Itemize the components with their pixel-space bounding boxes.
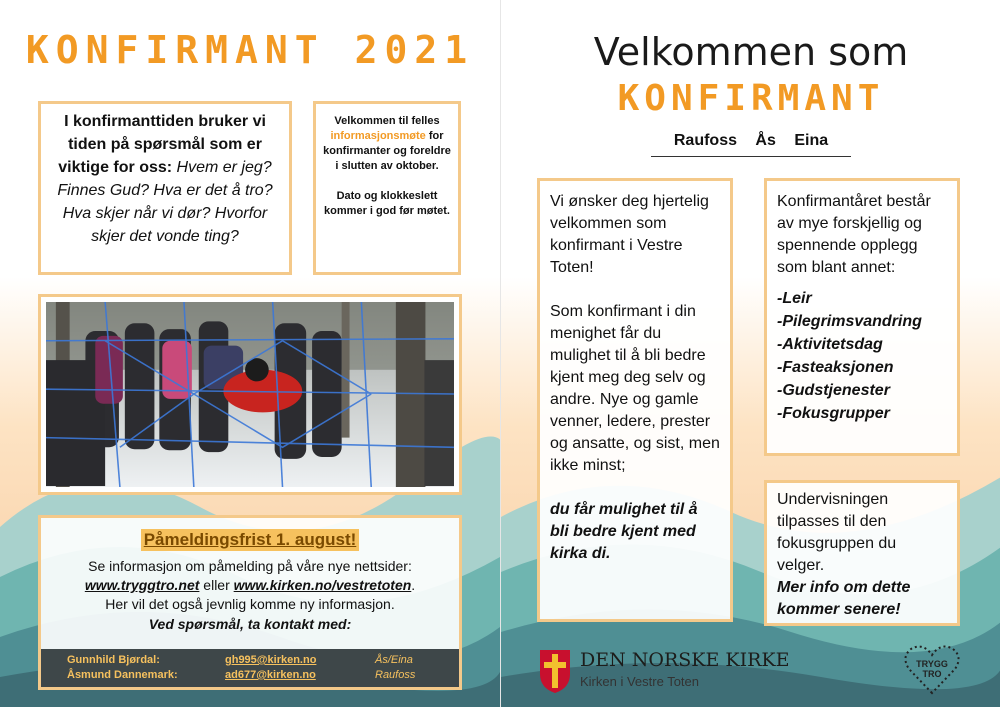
tro-text: TRO <box>922 669 942 679</box>
activities-list <box>777 287 947 425</box>
group-photo-frame <box>38 294 462 495</box>
contact-place: Ås/Eina <box>375 654 413 666</box>
contact-name: Åsmund Dannemark: <box>67 669 178 681</box>
questions-intro: I konfirmanttiden bruker vi tiden på spørsmål som er viktige for oss: <box>58 113 266 176</box>
meeting-highlight: informasjonsmøte <box>330 130 426 142</box>
questions-list: Hvem er jeg? Finnes Gud? Hva er det å tro? Hva skjer når vi dør? Hvorfor skjer det vonde ting? <box>57 159 273 245</box>
church-name: DEN NORSKE KIRKE <box>580 649 790 671</box>
signup-deadline: Påmeldingsfrist 1. august! <box>141 529 360 551</box>
list-item: -Gudstjenester <box>777 382 890 399</box>
list-item: -Fokusgrupper <box>777 405 890 422</box>
contact-name: Gunnhild Bjørdal: <box>67 654 160 666</box>
right-subtitle: KONFIRMANT <box>617 78 885 119</box>
tryggtro-logo <box>903 643 961 697</box>
church-shield-icon <box>538 648 572 694</box>
kirken-link[interactable]: www.kirken.no/vestretoten <box>233 577 412 593</box>
list-item: -Aktivitetsdag <box>777 336 883 353</box>
group-photo <box>46 302 454 487</box>
meeting-line1: Velkommen til felles <box>334 115 440 127</box>
teaching-more: Mer info om dette kommer senere! <box>777 579 911 618</box>
list-item: -Leir <box>777 290 812 307</box>
trygg-text: TRYGG <box>916 659 948 669</box>
right-title: Velkommen som <box>593 30 909 74</box>
church-subname: Kirken i Vestre Toten <box>580 674 699 689</box>
signup-text1: Se informasjon om påmelding på våre nye nettsider: <box>88 558 412 574</box>
tryggtro-heart-icon <box>903 643 961 697</box>
tryggtro-link[interactable]: www.tryggtro.net <box>84 577 200 593</box>
teaching-box <box>764 480 960 626</box>
activities-box <box>764 178 960 456</box>
welcome-box <box>537 178 733 622</box>
list-item: -Pilegrimsvandring <box>777 313 922 330</box>
left-title: KONFIRMANT 2021 <box>25 28 475 72</box>
contact-email[interactable]: gh995@kirken.no <box>225 654 317 666</box>
signup-box <box>38 515 462 690</box>
welcome-p2: Som konfirmant i din menighet får du mulighet til å bli bedre kjent meg deg selv og andre. Nye og gamle venner, ledere, prester og ansatte, og sist, men ikke minst; <box>550 303 720 474</box>
meeting-line2: for konfirmanter og foreldre i slutten av oktober. <box>323 130 451 172</box>
parish-places: Raufoss Ås Eina <box>651 132 851 157</box>
contact-question: Ved spørsmål, ta kontakt med: <box>148 616 352 632</box>
activities-intro: Konfirmantåret består av mye forskjellig og spennende opplegg som blant annet: <box>777 193 931 276</box>
contact-row <box>67 653 433 668</box>
welcome-p3: du får mulighet til å bli bedre kjent med kirka di. <box>550 501 698 562</box>
teaching-text: Undervisningen tilpasses til den fokusgruppen du velger. <box>777 491 897 574</box>
signup-text: Se informasjon om påmelding på våre nye nettsider: www.tryggtro.net eller www.kirken.no/vestretoten. Her vil det også jevnlig komme ny informasjon. <box>84 558 416 612</box>
contact-place: Raufoss <box>375 669 416 681</box>
contacts-bar <box>41 649 459 687</box>
welcome-p1: Vi ønsker deg hjertelig velkommen som konfirmant i Vestre Toten! <box>550 193 709 276</box>
list-item: -Fasteaksjonen <box>777 359 894 376</box>
questions-box <box>38 101 292 275</box>
signup-or: eller <box>203 577 230 593</box>
meeting-info-box <box>313 101 461 275</box>
meeting-line3: Dato og klokkeslett kommer i god før møtet. <box>324 190 450 217</box>
contact-email[interactable]: ad677@kirken.no <box>225 669 316 681</box>
contact-row <box>67 668 433 683</box>
church-logo <box>538 648 798 694</box>
signup-text2: Her vil det også jevnlig komme ny informasjon. <box>105 596 395 612</box>
